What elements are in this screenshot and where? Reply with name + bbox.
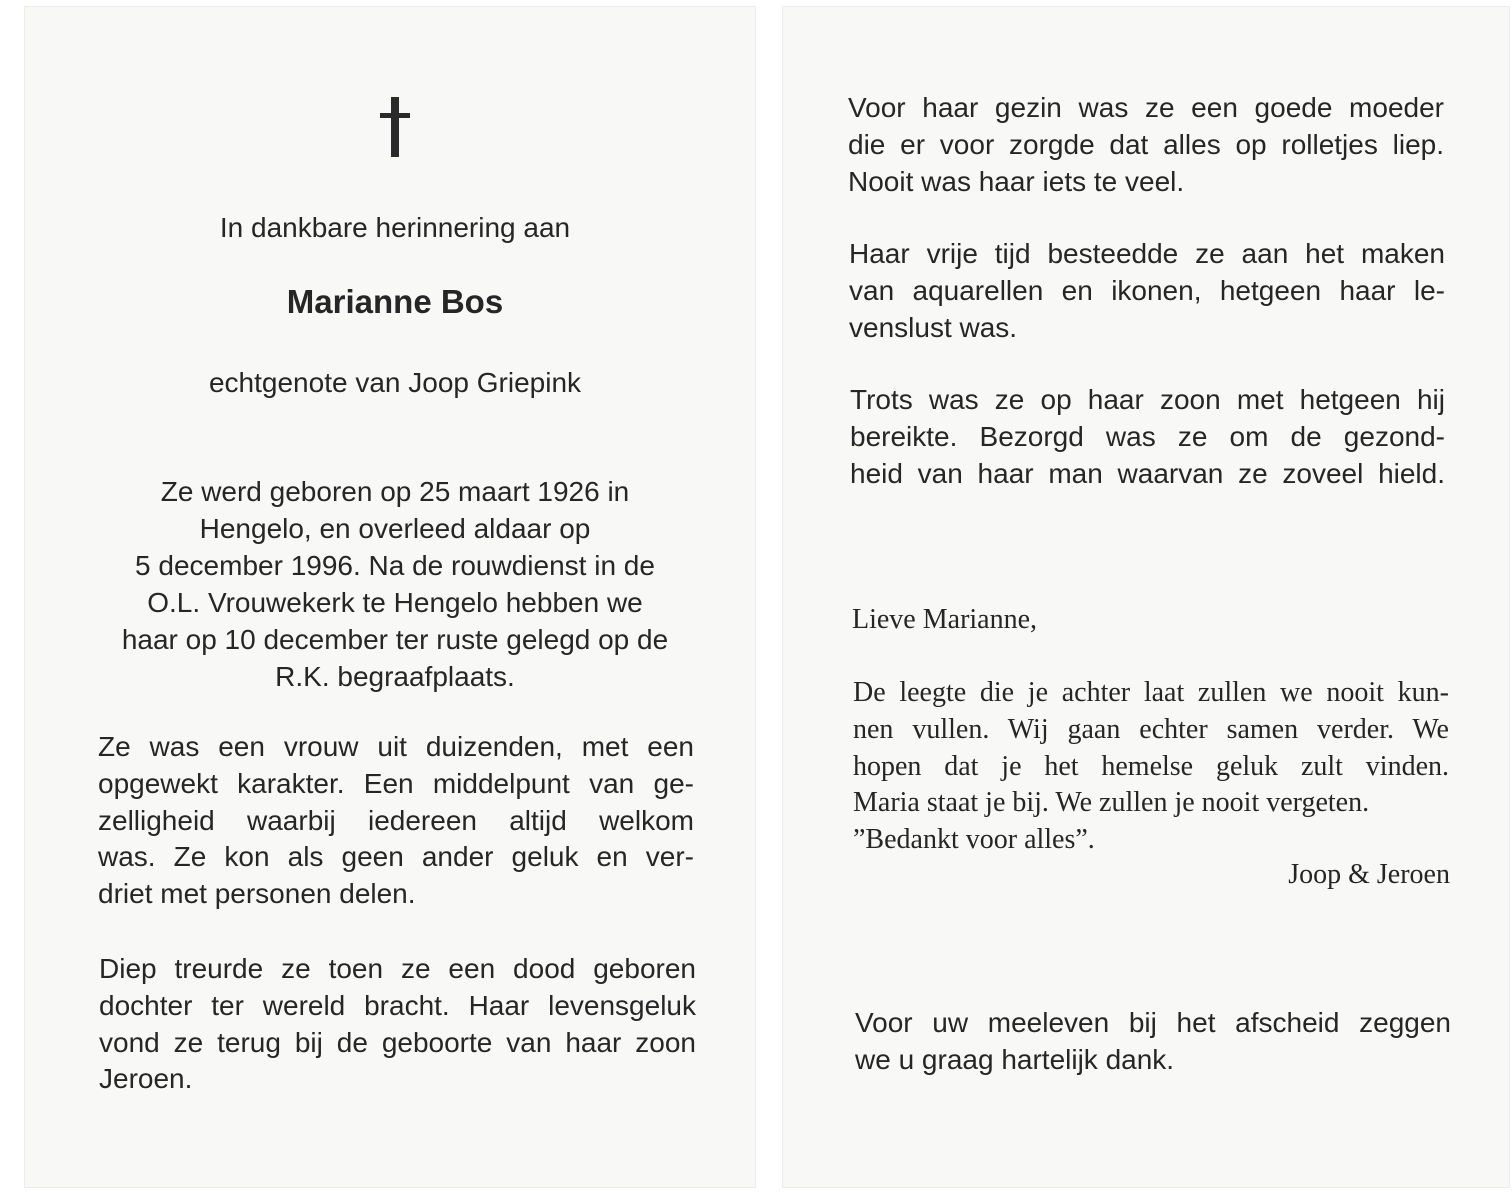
text-line: zelligheid waarbij iedereen altijd welkom xyxy=(98,804,694,836)
pride-paragraph xyxy=(850,382,1445,492)
thanks-paragraph xyxy=(855,1005,1451,1079)
text-line: was. Ze kon als geen ander geluk en ver- xyxy=(98,841,694,873)
text-line: we u graag hartelijk dank. xyxy=(855,1043,1175,1075)
spouse-text: echtgenote van Joop Griepink xyxy=(208,367,582,398)
text-line: Ze was een vrouw uit duizenden, met een xyxy=(98,731,694,762)
deceased-name: Marianne Bos xyxy=(286,283,504,320)
text-line: De leegte die je achter laat zullen we nooit kun- xyxy=(853,677,1449,708)
character-paragraph xyxy=(98,729,694,913)
grief-paragraph xyxy=(99,951,696,1098)
text-line: haar op 10 december ter ruste gelegd op de xyxy=(121,624,669,655)
text-line: Hengelo, en overleed aldaar op xyxy=(199,513,591,544)
hobby-paragraph xyxy=(849,236,1445,346)
cross-icon xyxy=(391,97,399,157)
text-line: bereikte. Bezorgd was ze om de gezond- xyxy=(850,420,1445,452)
text-line: van aquarellen en ikonen, hetgeen haar le- xyxy=(849,274,1445,306)
text-line: Diep treurde ze toen ze een dood geboren xyxy=(99,953,696,984)
text-line: die er voor zorgde dat alles op rolletjes liep. xyxy=(848,128,1444,160)
text-line: 5 december 1996. Na de rouwdienst in de xyxy=(135,550,655,581)
text-line: ”Bedankt voor alles”. xyxy=(853,824,1095,856)
text-line: Ze werd geboren op 25 maart 1926 in xyxy=(160,476,630,507)
salutation: Lieve Marianne, xyxy=(852,604,1038,635)
birth-paragraph xyxy=(80,473,710,695)
text-line: Nooit was haar iets te veel. xyxy=(848,165,1185,197)
family-paragraph xyxy=(848,90,1444,200)
text-line: Haar vrije tijd besteedde ze aan het maken xyxy=(849,238,1445,269)
letter-paragraph xyxy=(853,675,1449,859)
text-line: opgewekt karakter. Een middelpunt van ge- xyxy=(98,767,694,799)
text-line: hopen dat je het hemelse geluk zult vinden. xyxy=(853,750,1449,782)
text-line: Voor uw meeleven bij het afscheid zeggen xyxy=(855,1007,1451,1038)
text-line: R.K. begraafplaats. xyxy=(275,661,515,692)
text-line: O.L. Vrouwekerk te Hengelo hebben we xyxy=(147,587,643,618)
text-line: Jeroen. xyxy=(99,1063,193,1095)
text-line: driet met personen delen. xyxy=(98,878,416,910)
text-line: Trots was ze op haar zoon met hetgeen hij xyxy=(850,384,1445,415)
intro-text: In dankbare herinnering aan xyxy=(219,212,571,243)
signature: Joop & Jeroen xyxy=(1288,859,1450,890)
text-line: Voor haar gezin was ze een goede moeder xyxy=(848,92,1444,123)
text-line: Maria staat je bij. We zullen je nooit vergeten. xyxy=(853,787,1370,819)
text-line: vond ze terug bij de geboorte van haar zoon xyxy=(99,1026,696,1058)
text-line: venslust was. xyxy=(849,311,1018,343)
text-line: nen vullen. Wij gaan echter samen verder. We xyxy=(853,713,1449,745)
text-line: dochter ter wereld bracht. Haar levensgeluk xyxy=(99,989,696,1021)
text-line: heid van haar man waarvan ze zoveel hield. xyxy=(850,457,1445,489)
